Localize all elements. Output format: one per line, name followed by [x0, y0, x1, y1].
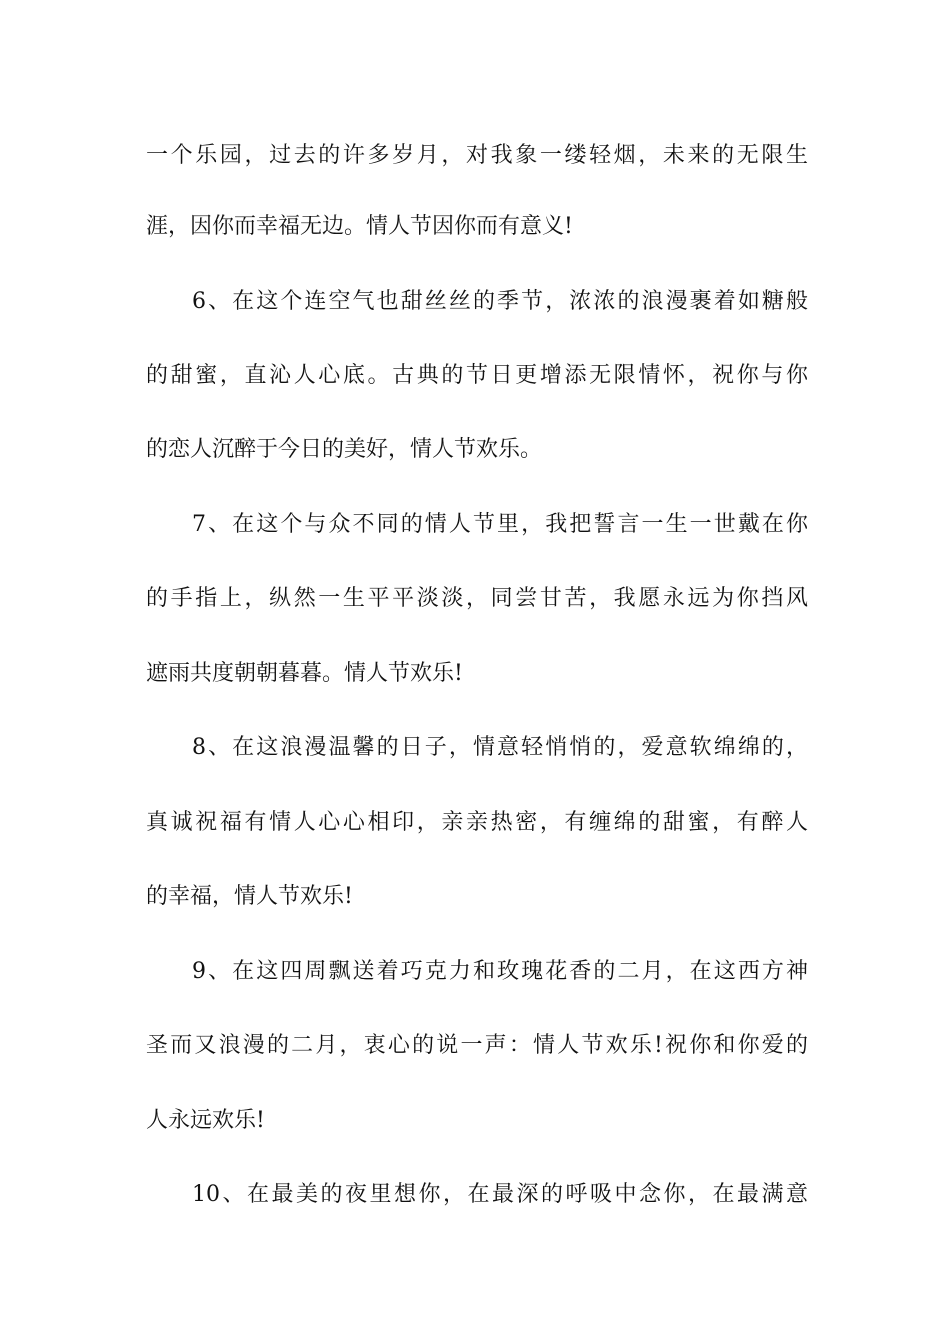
paragraph-7-line-3: 遮雨共度朝朝暮暮。情人节欢乐!	[146, 661, 463, 686]
text-line-2: 涯，因你而幸福无边。情人节因你而有意义!	[146, 214, 573, 239]
paragraph-9-line-1: 9、在这四周飘送着巧克力和玫瑰花香的二月，在这西方神	[192, 959, 808, 984]
paragraph-7-line-2: 的手指上，纵然一生平平淡淡，同尝甘苦，我愿永远为你挡风	[146, 586, 808, 611]
paragraph-6-line-3: 的恋人沉醉于今日的美好，情人节欢乐。	[146, 437, 543, 462]
paragraph-6-line-1: 6、在这个连空气也甜丝丝的季节，浓浓的浪漫裹着如糖般	[192, 289, 808, 314]
paragraph-6-line-2: 的甜蜜，直沁人心底。古典的节日更增添无限情怀，祝你与你	[146, 363, 808, 388]
paragraph-9-line-2: 圣而又浪漫的二月，衷心的说一声：情人节欢乐!祝你和你爱的	[146, 1033, 808, 1058]
paragraph-7-line-1: 7、在这个与众不同的情人节里，我把誓言一生一世戴在你	[192, 512, 808, 537]
paragraph-10-line-1: 10、在最美的夜里想你，在最深的呼吸中念你，在最满意	[192, 1182, 808, 1207]
text-line-1: 一个乐园，过去的许多岁月，对我象一缕轻烟，未来的无限生	[146, 143, 808, 168]
paragraph-8-line-2: 真诚祝福有情人心心相印，亲亲热密，有缠绵的甜蜜，有醉人	[146, 810, 808, 835]
paragraph-8-line-3: 的幸福，情人节欢乐!	[146, 884, 353, 909]
paragraph-9-line-3: 人永远欢乐!	[146, 1108, 265, 1133]
paragraph-8-line-1: 8、在这浪漫温馨的日子，情意轻悄悄的，爱意软绵绵的，	[192, 735, 808, 760]
